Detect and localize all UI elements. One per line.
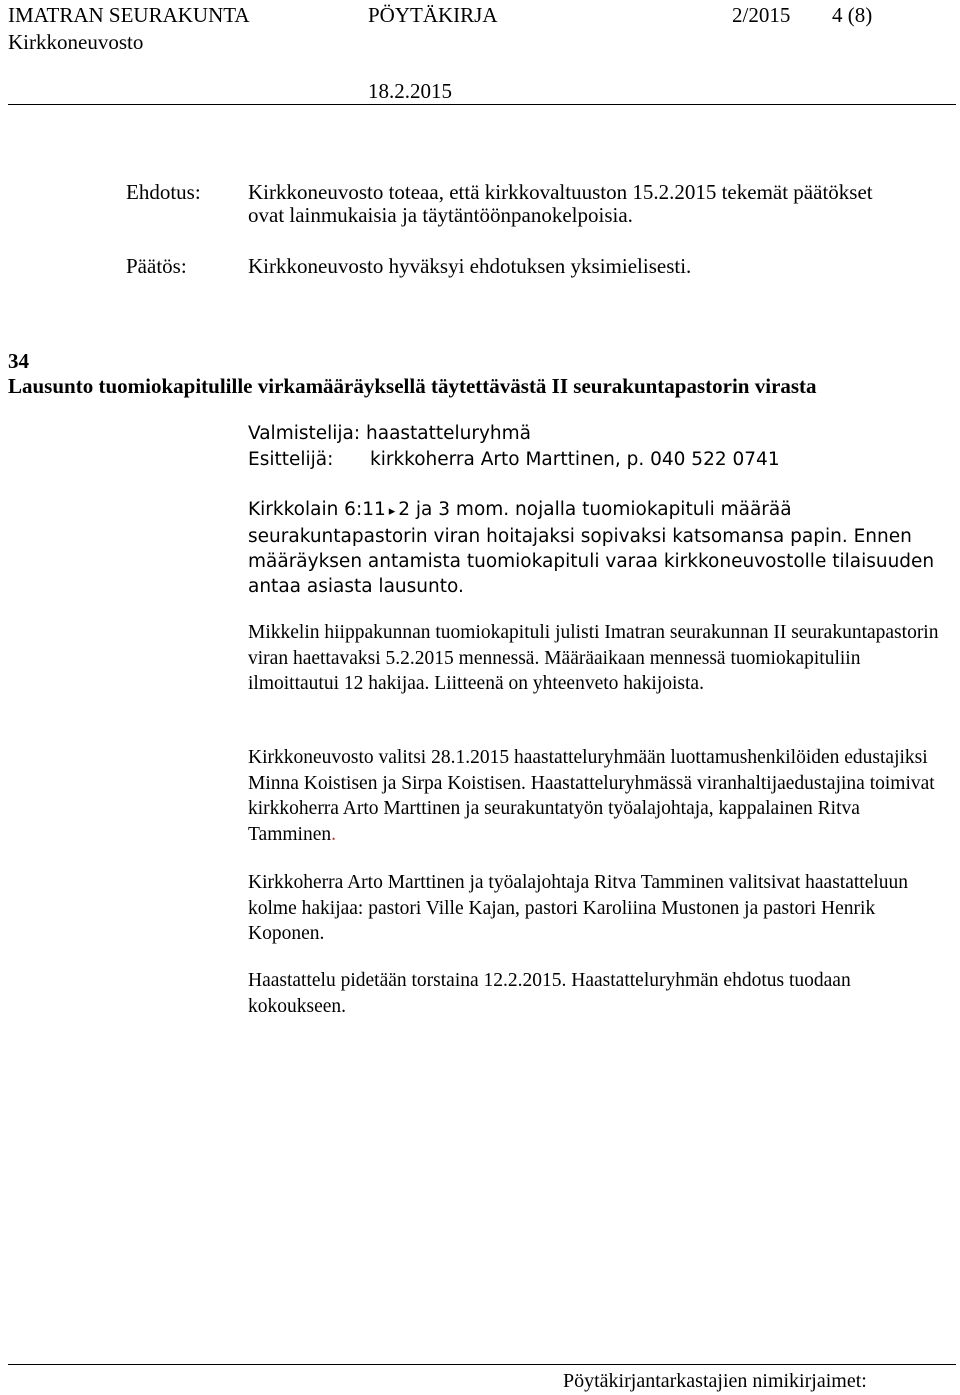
footer-signatures-label: Pöytäkirjantarkastajien nimikirjaimet:	[563, 1370, 867, 1392]
preparer-line: Valmistelija: haastatteluryhmä	[248, 423, 532, 444]
header-body: Kirkkoneuvosto	[8, 30, 144, 54]
paragraph-church-law-prefix: Kirkkolain 6:11	[248, 499, 386, 520]
proposal-line-2: ovat lainmukaisia ja täytäntöönpanokelpoisia.	[248, 203, 633, 227]
section-title: Lausunto tuomiokapitulille virkamääräyksellä täytettävästä II seurakuntapastorin virasta	[8, 374, 817, 398]
paragraph-candidates: Kirkkoherra Arto Marttinen ja työalajohtaja Ritva Tamminen valitsivat haastatteluun kolme hakijaa: pastori Ville Kajan, pastori Karoliina Mustonen ja pastori Henrik Koponen.	[248, 872, 909, 944]
paragraph-vacancy: Mikkelin hiippakunnan tuomiokapituli julisti Imatran seurakunnan II seurakuntapastorin viran haettavaksi 5.2.2015 mennessä. Määräaikaan mennessä tuomiokapituliin ilmoittautui 12 hakijaa. Liitteenä on yhteenveto hakijoista.	[248, 622, 939, 694]
header-org: IMATRAN SEURAKUNTA	[8, 3, 250, 27]
footer-rule	[8, 1364, 956, 1365]
section-sign-icon: ▸	[388, 504, 396, 519]
presenter-label: Esittelijä:	[248, 449, 334, 470]
section-number: 34	[8, 349, 29, 373]
paragraph-church-law	[248, 497, 948, 599]
presenter-value: kirkkoherra Arto Marttinen, p. 040 522 0741	[370, 449, 780, 470]
accent-period: .	[331, 823, 336, 845]
paragraph-interview-group	[248, 745, 948, 847]
header-doc-number: 2/2015	[732, 3, 791, 27]
paragraph-church-law-rest: 2 ja 3 mom. nojalla tuomiokapituli määrää seurakuntapastorin viran hoitajaksi sopivaksi katsomansa papin. Ennen määräyksen antamista tuomiokapituli varaa kirkkoneuvostolle tilaisuuden antaa asiasta lausunto.	[248, 499, 935, 597]
proposal-label: Ehdotus:	[126, 180, 201, 204]
header-date: 18.2.2015	[368, 79, 452, 103]
header-rule	[8, 104, 956, 105]
decision-label: Päätös:	[126, 254, 187, 278]
decision-text: Kirkkoneuvosto hyväksyi ehdotuksen yksimielisesti.	[248, 254, 692, 278]
header-doc-type: PÖYTÄKIRJA	[368, 3, 498, 27]
proposal-line-1: Kirkkoneuvosto toteaa, että kirkkovaltuuston 15.2.2015 tekemät päätökset	[248, 180, 873, 204]
header-page: 4 (8)	[832, 3, 873, 27]
paragraph-interview-date: Haastattelu pidetään torstaina 12.2.2015. Haastatteluryhmän ehdotus tuodaan kokoukseen.	[248, 970, 851, 1017]
paragraph-interview-group-text: Kirkkoneuvosto valitsi 28.1.2015 haastatteluryhmään luottamushenkilöiden edustajiksi Minna Koistisen ja Sirpa Koistisen. Haastatteluryhmässä viranhaltijaedustajina toimivat kirkkoherra Arto Marttinen ja seurakuntatyön työalajohtaja, kappalainen Ritva Tamminen	[248, 747, 935, 845]
